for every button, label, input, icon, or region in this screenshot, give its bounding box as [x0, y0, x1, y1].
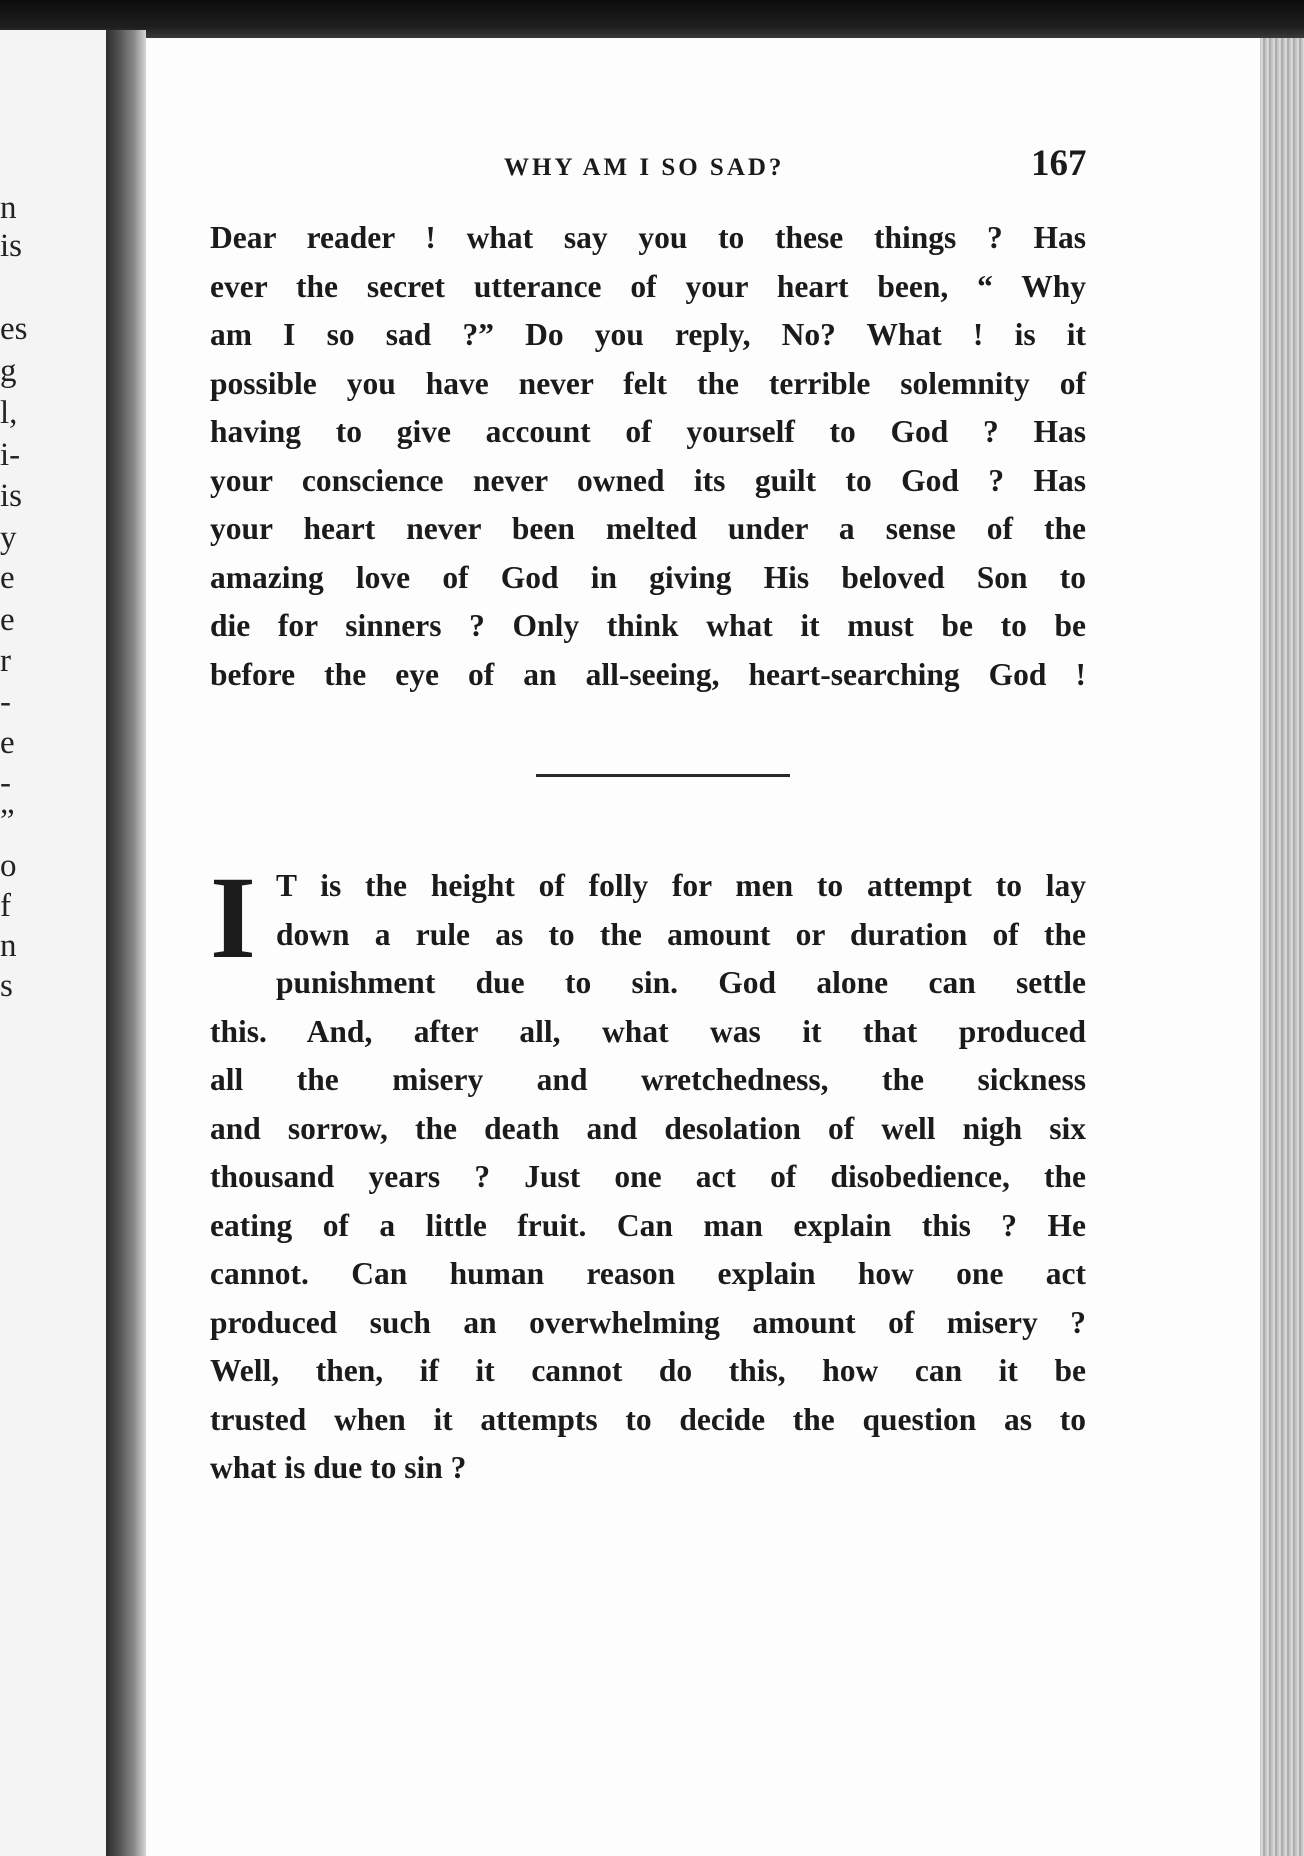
text-line: thousand years ? Just one act of disobedience, the — [210, 1159, 1086, 1194]
text-line: your heart never been melted under a sense of the — [210, 511, 1086, 546]
facing-page-text: - — [0, 684, 11, 720]
text-line: all the misery and wretchedness, the sickness — [210, 1062, 1086, 1097]
facing-page-text: n — [0, 190, 17, 226]
facing-page-text: n — [0, 928, 17, 964]
text-line: eating of a little fruit. Can man explain this ? He — [210, 1207, 1086, 1243]
page-number: 167 — [1031, 143, 1087, 184]
facing-page-text: is — [0, 478, 23, 514]
facing-page-text: f — [0, 888, 11, 924]
text-line: this. And, after all, what was it that produced — [210, 1013, 1086, 1049]
text-line: am I so sad ?” Do you reply, No? What ! is it — [210, 317, 1086, 352]
running-head — [146, 142, 1260, 192]
text-line: trusted when it attempts to decide the question as to — [210, 1401, 1086, 1437]
facing-page-text: e — [0, 560, 15, 596]
text-line: what is due to sin ? — [210, 1450, 467, 1485]
facing-page-text: r — [0, 643, 11, 679]
page-stack-edge — [1260, 38, 1304, 1856]
text-line: before the eye of an all-seeing, heart-searching God ! — [210, 656, 1086, 692]
facing-page-text: e — [0, 602, 15, 638]
text-line: your conscience never owned its guilt to God ? Has — [210, 462, 1086, 498]
facing-page-text: is — [0, 228, 23, 264]
paragraph-height-of-folly — [210, 852, 1086, 1493]
facing-page-text: o — [0, 848, 17, 884]
text-line: ever the secret utterance of your heart been, “ Why — [210, 268, 1086, 304]
scan-top-border — [0, 0, 1304, 38]
text-line: and sorrow, the death and desolation of well nigh six — [210, 1110, 1086, 1146]
text-line: Well, then, if it cannot do this, how can it be — [210, 1353, 1086, 1388]
text-line: down a rule as to the amount or duration of the — [276, 916, 1086, 952]
facing-page-text: y — [0, 520, 17, 556]
drop-cap: I — [210, 852, 256, 983]
facing-page-text: es — [0, 311, 28, 347]
facing-page-text: - — [0, 765, 11, 801]
text-line: possible you have never felt the terrible solemnity of — [210, 365, 1086, 401]
text-line: produced such an overwhelming amount of misery ? — [210, 1304, 1086, 1340]
text-line: die for sinners ? Only think what it must be to be — [210, 608, 1086, 643]
text-line: cannot. Can human reason explain how one act — [210, 1256, 1086, 1291]
running-title: WHY AM I SO SAD? — [504, 154, 785, 181]
text-line: Dear reader ! what say you to these things ? Has — [210, 220, 1086, 255]
facing-page-fragment — [0, 30, 106, 1856]
facing-page-text: ” — [0, 803, 15, 839]
text-line: punishment due to sin. God alone can settle — [276, 965, 1086, 1000]
facing-page-text: i- — [0, 437, 21, 473]
text-line: amazing love of God in giving His beloved Son to — [210, 559, 1086, 595]
facing-page-text: e — [0, 725, 15, 761]
text-line: having to give account of yourself to God ? Has — [210, 414, 1086, 449]
facing-page-text: s — [0, 968, 13, 1004]
section-divider — [536, 774, 790, 777]
facing-page-text: l, — [0, 395, 18, 431]
facing-page-text: g — [0, 353, 17, 389]
book-gutter — [106, 30, 146, 1856]
book-page — [146, 38, 1260, 1856]
paragraph-dear-reader — [210, 214, 1086, 699]
text-line: T is the height of folly for men to attempt to lay — [276, 868, 1086, 903]
